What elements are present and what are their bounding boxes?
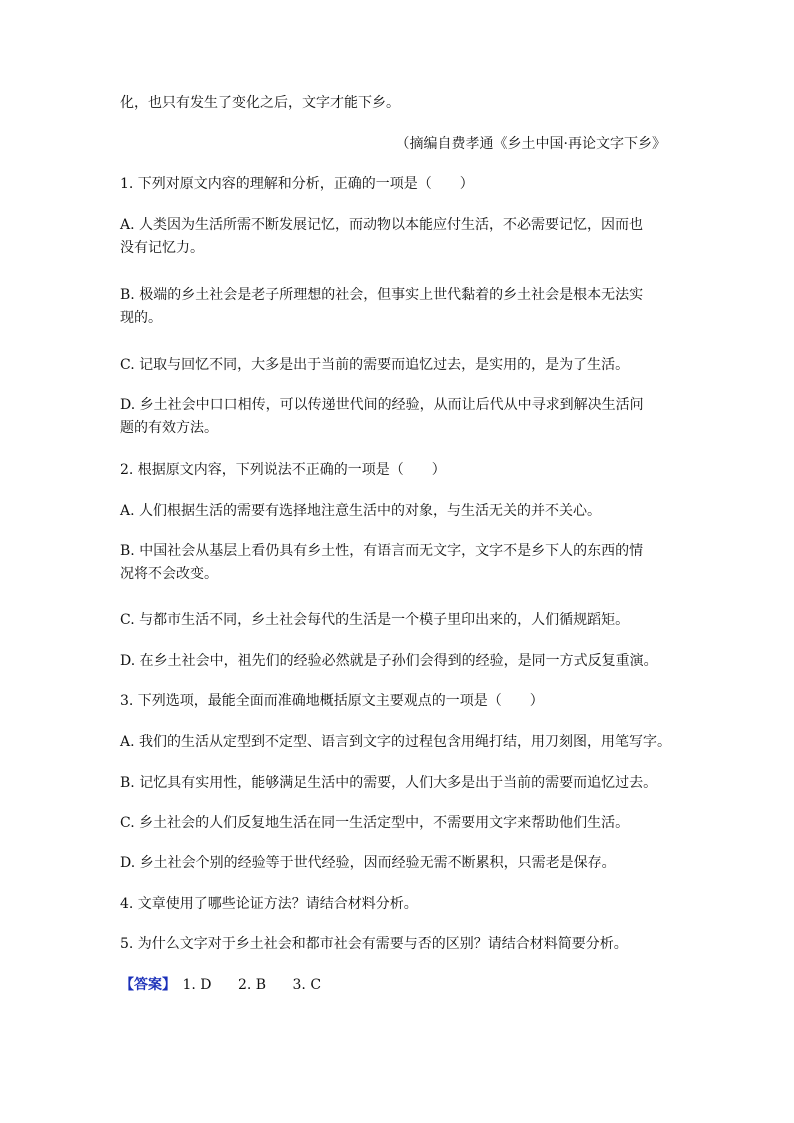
question-2-stem: 2. 根据原文内容，下列说法不正确的一项是（ ） xyxy=(120,462,446,478)
question-3-option-a: A. 我们的生活从定型到不定型、语言到文字的过程包含用绳打结，用刀刻图，用笔写字。 xyxy=(120,734,672,750)
continuation-text: 化，也只有发生了变化之后，文字才能下乡。 xyxy=(120,95,400,111)
question-1-stem: 1. 下列对原文内容的理解和分析，正确的一项是（ ） xyxy=(120,176,474,192)
question-4-stem: 4. 文章使用了哪些论证方法？请结合材料分析。 xyxy=(120,896,418,912)
answer-line xyxy=(120,974,680,997)
question-2-option-b: B. 中国社会从基层上看仍具有乡土性，有语言而无文字，文字不是乡下人的东西的情况将不会改变。 xyxy=(120,543,644,582)
question-2-option-a: A. 人们根据生活的需要有选择地注意生活中的对象，与生活无关的并不关心。 xyxy=(120,503,602,519)
question-1-option-c: C. 记取与回忆不同，大多是出于当前的需要而追忆过去，是实用的，是为了生活。 xyxy=(120,357,630,373)
question-3-option-c: C. 乡土社会的人们反复地生活在同一生活定型中，不需要用文字来帮助他们生活。 xyxy=(120,815,630,831)
question-1-option-a: A. 人类因为生活所需不断发展记忆，而动物以本能应付生活，不必需要记忆，因而也没有记忆力。 xyxy=(120,217,644,256)
question-2-option-c: C. 与都市生活不同，乡土社会每代的生活是一个模子里印出来的，人们循规蹈矩。 xyxy=(120,612,630,628)
answer-item-1: 1. D xyxy=(182,977,212,993)
question-3-option-d: D. 乡土社会个别的经验等于世代经验，因而经验无需不断累积，只需老是保存。 xyxy=(120,855,616,871)
answer-item-2: 2. B xyxy=(237,977,267,993)
answer-item-3: 3. C xyxy=(292,977,322,993)
question-3-stem: 3. 下列选项，最能全面而准确地概括原文主要观点的一项是（ ） xyxy=(120,693,544,709)
answer-tag: 【答案】 xyxy=(120,977,176,993)
question-2-option-d: D. 在乡土社会中，祖先们的经验必然就是子孙们会得到的经验，是同一方式反复重演。 xyxy=(120,653,658,669)
question-1-option-b: B. 极端的乡土社会是老子所理想的社会，但事实上世代黏着的乡土社会是根本无法实现的。 xyxy=(120,287,644,326)
question-5-stem: 5. 为什么文字对于乡土社会和都市社会有需要与否的区别？请结合材料简要分析。 xyxy=(120,936,628,952)
question-3-option-b: B. 记忆具有实用性，能够满足生活中的需要，人们大多是出于当前的需要而追忆过去。 xyxy=(120,775,658,791)
source-citation: （摘编自费孝通《乡土中国·再论文字下乡》 xyxy=(395,136,666,152)
question-1-option-d: D. 乡土社会中口口相传，可以传递世代间的经验，从而让后代从中寻求到解决生活问题的有效方法。 xyxy=(120,397,644,436)
